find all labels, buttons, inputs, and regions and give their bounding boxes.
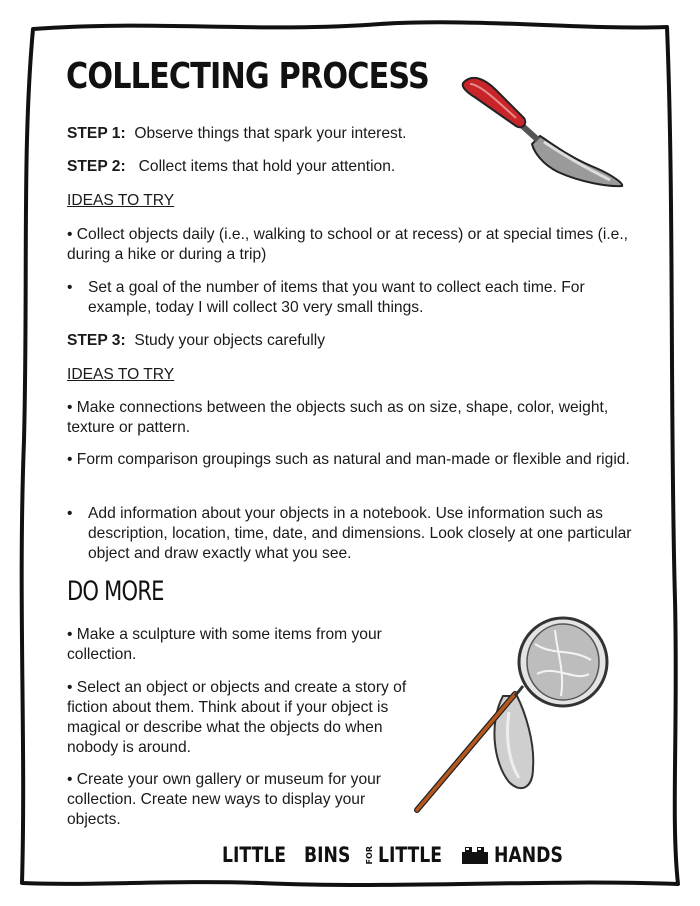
idea-notebook: • Add information about your objects in a notebook. Use information such as description, location, time, date, and dimensions. Look closely at one particular object and draw exactly what you see. <box>67 505 632 562</box>
step-1: STEP 1: Observe things that spark your interest. <box>67 125 407 142</box>
footer-word-for: FOR <box>364 845 374 865</box>
footer-word-hands: HANDS <box>493 843 563 867</box>
lego-brick-icon <box>460 844 490 866</box>
idea-daily-collect: • Collect objects daily (i.e., walking to school or at recess) or at special times (i.e., during a hike or during a trip) <box>67 226 628 263</box>
do-more-sculpture: • Make a sculpture with some items from your collection. <box>67 626 382 663</box>
footer-word-little: LITTLE <box>222 843 287 867</box>
idea-connections: • Make connections between the objects such as on size, shape, color, weight, texture or pattern. <box>67 399 609 436</box>
step-2: STEP 2: Collect items that hold your attention. <box>67 158 396 175</box>
footer-word-little-2: LITTLE <box>377 843 442 867</box>
ideas-heading-1: IDEAS TO TRY <box>67 192 175 209</box>
page-title: COLLECTING PROCESS <box>66 56 429 97</box>
step-3: STEP 3: Study your objects carefully <box>67 332 326 349</box>
footer-logo <box>222 842 578 868</box>
do-more-gallery: • Create your own gallery or museum for your collection. Create new ways to display your objects. <box>67 771 381 828</box>
ideas-heading-2: IDEAS TO TRY <box>67 366 175 383</box>
do-more-fiction: • Select an object or objects and create a story of fiction about them. Think about if your object is magical or describe what the objects do when nobody is around. <box>67 679 407 756</box>
butterfly-net-icon <box>405 612 620 817</box>
do-more-heading: DO MORE <box>67 576 164 607</box>
idea-set-goal: • Set a goal of the number of items that you want to collect each time. For example, today I will collect 30 very small things. <box>67 279 585 316</box>
footer-word-bins: BINS <box>304 843 351 867</box>
idea-groupings: • Form comparison groupings such as natural and man-made or flexible and rigid. <box>67 451 630 468</box>
